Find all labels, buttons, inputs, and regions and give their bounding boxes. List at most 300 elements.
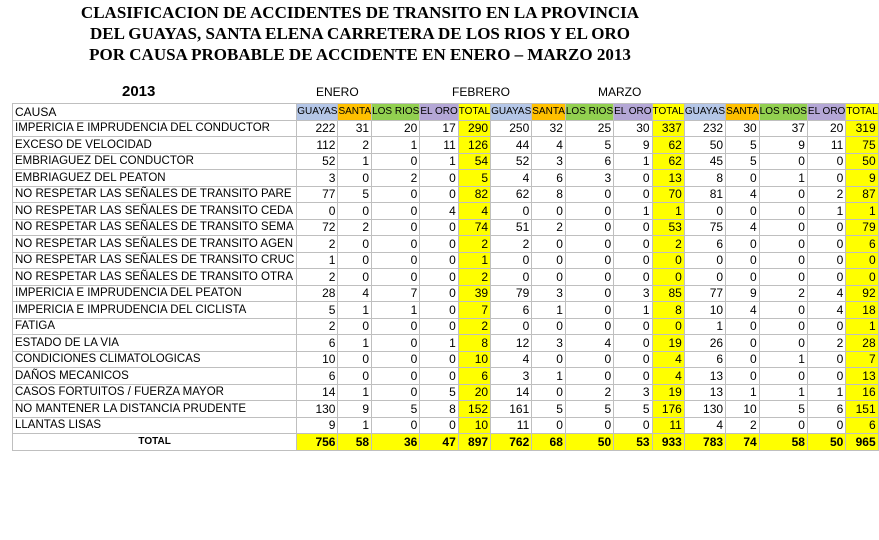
month-total-cell: 7 (458, 302, 490, 319)
value-cell: 8 (532, 186, 566, 203)
value-cell: 5 (614, 401, 652, 418)
value-cell: 5 (372, 401, 420, 418)
cause-cell: NO RESPETAR LAS SEÑALES DE TRANSITO CRUC (13, 252, 297, 269)
table-row (13, 368, 879, 385)
value-cell: 2 (726, 417, 760, 434)
value-cell: 0 (420, 252, 458, 269)
value-cell: 0 (684, 203, 725, 220)
month-total-cell: 0 (846, 269, 878, 286)
value-cell: 0 (372, 335, 420, 352)
value-cell: 37 (759, 120, 807, 137)
value-cell: 0 (759, 203, 807, 220)
value-cell: 2 (807, 335, 845, 352)
value-cell: 0 (491, 318, 532, 335)
table-row (13, 170, 879, 187)
value-cell: 5 (565, 137, 613, 154)
column-header-santa: SANTA (338, 104, 372, 121)
value-cell: 0 (759, 186, 807, 203)
column-header-los-rios: LOS RIOS (759, 104, 807, 121)
total-value-cell: 756 (297, 434, 338, 451)
table-row (13, 318, 879, 335)
value-cell: 81 (684, 186, 725, 203)
value-cell: 0 (759, 252, 807, 269)
cause-cell: NO RESPETAR LAS SEÑALES DE TRANSITO CEDA (13, 203, 297, 220)
cause-cell: IMPERICIA E IMPRUDENCIA DEL PEATON (13, 285, 297, 302)
table-row (13, 203, 879, 220)
cause-cell: ESTADO DE LA VIA (13, 335, 297, 352)
value-cell: 0 (807, 219, 845, 236)
value-cell: 0 (565, 351, 613, 368)
table-row (13, 153, 879, 170)
value-cell: 79 (491, 285, 532, 302)
value-cell: 6 (684, 351, 725, 368)
month-total-cell: 2 (458, 236, 490, 253)
month-total-cell: 5 (458, 170, 490, 187)
value-cell: 0 (372, 318, 420, 335)
table-row (13, 285, 879, 302)
value-cell: 1 (684, 318, 725, 335)
value-cell: 5 (420, 384, 458, 401)
value-cell: 0 (338, 368, 372, 385)
total-row (13, 434, 879, 451)
value-cell: 8 (420, 401, 458, 418)
value-cell: 0 (759, 417, 807, 434)
title-line-3: POR CAUSA PROBABLE DE ACCIDENTE EN ENERO – MARZO 2013 (89, 45, 631, 64)
value-cell: 0 (338, 170, 372, 187)
table-row (13, 384, 879, 401)
month-total-cell: 75 (846, 137, 878, 154)
value-cell: 0 (726, 269, 760, 286)
value-cell: 2 (807, 186, 845, 203)
value-cell: 9 (614, 137, 652, 154)
month-total-cell: 176 (652, 401, 684, 418)
month-label-enero: ENERO (316, 85, 359, 99)
value-cell: 4 (807, 302, 845, 319)
cause-cell: NO RESPETAR LAS SEÑALES DE TRANSITO PARE (13, 186, 297, 203)
cause-cell: NO RESPETAR LAS SEÑALES DE TRANSITO SEMA (13, 219, 297, 236)
total-value-cell: 783 (684, 434, 725, 451)
value-cell: 0 (565, 186, 613, 203)
value-cell: 11 (420, 137, 458, 154)
total-value-cell: 47 (420, 434, 458, 451)
table-row (13, 186, 879, 203)
month-total-cell: 1 (846, 203, 878, 220)
value-cell: 0 (684, 252, 725, 269)
month-total-cell: 6 (458, 368, 490, 385)
month-total-cell: 13 (846, 368, 878, 385)
value-cell: 6 (297, 335, 338, 352)
table-row (13, 236, 879, 253)
column-header-el-oro: EL ORO (420, 104, 458, 121)
value-cell: 52 (491, 153, 532, 170)
value-cell: 14 (297, 384, 338, 401)
month-total-cell: 10 (458, 417, 490, 434)
value-cell: 6 (297, 368, 338, 385)
cause-cell: DAÑOS MECANICOS (13, 368, 297, 385)
value-cell: 0 (338, 203, 372, 220)
value-cell: 75 (684, 219, 725, 236)
value-cell: 0 (726, 170, 760, 187)
value-cell: 4 (726, 219, 760, 236)
value-cell: 0 (491, 269, 532, 286)
year-label: 2013 (122, 83, 156, 100)
month-total-cell: 319 (846, 120, 878, 137)
table-row (13, 401, 879, 418)
value-cell: 0 (565, 302, 613, 319)
value-cell: 2 (338, 137, 372, 154)
value-cell: 4 (338, 285, 372, 302)
value-cell: 1 (338, 417, 372, 434)
month-total-cell: 28 (846, 335, 878, 352)
value-cell: 0 (759, 318, 807, 335)
value-cell: 0 (614, 219, 652, 236)
value-cell: 5 (726, 153, 760, 170)
value-cell: 1 (372, 302, 420, 319)
value-cell: 2 (532, 219, 566, 236)
cause-cell: CASOS FORTUITOS / FUERZA MAYOR (13, 384, 297, 401)
month-total-cell: 13 (652, 170, 684, 187)
cause-cell: LLANTAS LISAS (13, 417, 297, 434)
value-cell: 0 (726, 368, 760, 385)
value-cell: 3 (491, 368, 532, 385)
value-cell: 0 (420, 186, 458, 203)
total-value-cell: 50 (807, 434, 845, 451)
total-value-cell: 74 (726, 434, 760, 451)
value-cell: 1 (614, 302, 652, 319)
value-cell: 1 (614, 153, 652, 170)
month-total-cell: 0 (846, 252, 878, 269)
value-cell: 0 (759, 219, 807, 236)
value-cell: 1 (759, 351, 807, 368)
value-cell: 7 (372, 285, 420, 302)
month-total-cell: 16 (846, 384, 878, 401)
value-cell: 0 (807, 170, 845, 187)
cause-cell: NO MANTENER LA DISTANCIA PRUDENTE (13, 401, 297, 418)
month-total-cell: 6 (846, 417, 878, 434)
column-header-total: TOTAL (458, 104, 490, 121)
value-cell: 0 (614, 351, 652, 368)
value-cell: 0 (565, 252, 613, 269)
month-total-cell: 74 (458, 219, 490, 236)
column-header-guayas: GUAYAS (684, 104, 725, 121)
value-cell: 20 (807, 120, 845, 137)
value-cell: 0 (614, 236, 652, 253)
value-cell: 0 (372, 384, 420, 401)
value-cell: 0 (565, 285, 613, 302)
value-cell: 0 (807, 269, 845, 286)
value-cell: 0 (532, 236, 566, 253)
value-cell: 0 (759, 368, 807, 385)
month-total-cell: 7 (846, 351, 878, 368)
value-cell: 4 (726, 186, 760, 203)
value-cell: 2 (297, 269, 338, 286)
value-cell: 0 (807, 368, 845, 385)
value-cell: 50 (684, 137, 725, 154)
value-cell: 9 (726, 285, 760, 302)
value-cell: 1 (759, 170, 807, 187)
total-label: TOTAL (13, 434, 297, 451)
value-cell: 32 (532, 120, 566, 137)
value-cell: 8 (684, 170, 725, 187)
value-cell: 0 (614, 269, 652, 286)
value-cell: 0 (420, 285, 458, 302)
value-cell: 1 (338, 153, 372, 170)
value-cell: 5 (565, 401, 613, 418)
value-cell: 0 (532, 351, 566, 368)
value-cell: 0 (532, 318, 566, 335)
value-cell: 51 (491, 219, 532, 236)
month-total-cell: 290 (458, 120, 490, 137)
value-cell: 3 (532, 153, 566, 170)
value-cell: 4 (684, 417, 725, 434)
value-cell: 1 (338, 335, 372, 352)
value-cell: 44 (491, 137, 532, 154)
month-total-cell: 82 (458, 186, 490, 203)
value-cell: 9 (297, 417, 338, 434)
value-cell: 4 (532, 137, 566, 154)
value-cell: 0 (565, 236, 613, 253)
value-cell: 0 (420, 170, 458, 187)
month-total-cell: 6 (846, 236, 878, 253)
value-cell: 6 (491, 302, 532, 319)
value-cell: 0 (297, 203, 338, 220)
value-cell: 0 (338, 318, 372, 335)
value-cell: 0 (532, 252, 566, 269)
value-cell: 0 (372, 417, 420, 434)
month-total-cell: 2 (458, 269, 490, 286)
month-total-cell: 79 (846, 219, 878, 236)
value-cell: 0 (532, 203, 566, 220)
value-cell: 0 (338, 351, 372, 368)
month-total-cell: 337 (652, 120, 684, 137)
value-cell: 2 (297, 318, 338, 335)
value-cell: 77 (297, 186, 338, 203)
month-total-cell: 126 (458, 137, 490, 154)
column-header-los-rios: LOS RIOS (372, 104, 420, 121)
value-cell: 30 (614, 120, 652, 137)
value-cell: 0 (491, 252, 532, 269)
value-cell: 0 (614, 170, 652, 187)
value-cell: 250 (491, 120, 532, 137)
value-cell: 9 (338, 401, 372, 418)
value-cell: 112 (297, 137, 338, 154)
value-cell: 1 (759, 384, 807, 401)
value-cell: 3 (614, 285, 652, 302)
value-cell: 13 (684, 384, 725, 401)
value-cell: 10 (684, 302, 725, 319)
value-cell: 2 (297, 236, 338, 253)
table-row (13, 252, 879, 269)
value-cell: 130 (297, 401, 338, 418)
value-cell: 0 (420, 417, 458, 434)
value-cell: 2 (338, 219, 372, 236)
month-total-cell: 1 (458, 252, 490, 269)
column-header-total: TOTAL (652, 104, 684, 121)
cause-cell: CONDICIONES CLIMATOLOGICAS (13, 351, 297, 368)
month-total-cell: 11 (652, 417, 684, 434)
value-cell: 0 (420, 318, 458, 335)
month-label-marzo: MARZO (598, 85, 642, 99)
month-total-cell: 87 (846, 186, 878, 203)
value-cell: 4 (807, 285, 845, 302)
month-total-cell: 10 (458, 351, 490, 368)
value-cell: 0 (726, 236, 760, 253)
value-cell: 0 (420, 302, 458, 319)
column-header-el-oro: EL ORO (807, 104, 845, 121)
value-cell: 0 (614, 335, 652, 352)
value-cell: 5 (726, 137, 760, 154)
total-value-cell: 897 (458, 434, 490, 451)
value-cell: 2 (372, 170, 420, 187)
value-cell: 1 (372, 137, 420, 154)
column-header-guayas: GUAYAS (491, 104, 532, 121)
value-cell: 11 (491, 417, 532, 434)
value-cell: 0 (807, 351, 845, 368)
value-cell: 1 (532, 302, 566, 319)
value-cell: 0 (338, 269, 372, 286)
value-cell: 0 (807, 417, 845, 434)
month-total-cell: 151 (846, 401, 878, 418)
month-total-cell: 8 (652, 302, 684, 319)
cause-cell: FATIGA (13, 318, 297, 335)
value-cell: 3 (297, 170, 338, 187)
value-cell: 17 (420, 120, 458, 137)
value-cell: 26 (684, 335, 725, 352)
header-row (13, 104, 879, 121)
value-cell: 0 (491, 203, 532, 220)
page-title (0, 2, 720, 65)
month-total-cell: 4 (652, 351, 684, 368)
month-total-cell: 8 (458, 335, 490, 352)
month-total-cell: 85 (652, 285, 684, 302)
value-cell: 5 (759, 401, 807, 418)
month-total-cell: 20 (458, 384, 490, 401)
value-cell: 1 (807, 203, 845, 220)
value-cell: 6 (684, 236, 725, 253)
month-total-cell: 19 (652, 335, 684, 352)
value-cell: 1 (420, 335, 458, 352)
month-total-cell: 53 (652, 219, 684, 236)
value-cell: 13 (684, 368, 725, 385)
value-cell: 0 (372, 252, 420, 269)
table-row (13, 351, 879, 368)
total-value-cell: 50 (565, 434, 613, 451)
total-value-cell: 762 (491, 434, 532, 451)
value-cell: 25 (565, 120, 613, 137)
value-cell: 0 (532, 269, 566, 286)
title-line-1: CLASIFICACION DE ACCIDENTES DE TRANSITO EN LA PROVINCIA (80, 3, 640, 22)
value-cell: 0 (759, 335, 807, 352)
value-cell: 0 (614, 368, 652, 385)
value-cell: 0 (565, 417, 613, 434)
value-cell: 0 (420, 269, 458, 286)
column-header-guayas: GUAYAS (297, 104, 338, 121)
value-cell: 130 (684, 401, 725, 418)
month-total-cell: 4 (652, 368, 684, 385)
column-header-total: TOTAL (846, 104, 878, 121)
month-total-cell: 4 (458, 203, 490, 220)
value-cell: 0 (807, 318, 845, 335)
value-cell: 0 (372, 219, 420, 236)
value-cell: 0 (614, 417, 652, 434)
value-cell: 0 (726, 351, 760, 368)
value-cell: 0 (372, 351, 420, 368)
table-row (13, 219, 879, 236)
value-cell: 0 (372, 236, 420, 253)
month-total-cell: 18 (846, 302, 878, 319)
month-total-cell: 0 (652, 252, 684, 269)
total-value-cell: 68 (532, 434, 566, 451)
value-cell: 4 (565, 335, 613, 352)
value-cell: 52 (297, 153, 338, 170)
value-cell: 232 (684, 120, 725, 137)
table-row (13, 302, 879, 319)
value-cell: 0 (614, 252, 652, 269)
month-total-cell: 0 (652, 318, 684, 335)
value-cell: 1 (297, 252, 338, 269)
value-cell: 1 (420, 153, 458, 170)
value-cell: 2 (759, 285, 807, 302)
value-cell: 62 (491, 186, 532, 203)
value-cell: 1 (807, 384, 845, 401)
value-cell: 0 (420, 368, 458, 385)
value-cell: 0 (565, 368, 613, 385)
value-cell: 6 (565, 153, 613, 170)
value-cell: 10 (726, 401, 760, 418)
value-cell: 4 (491, 351, 532, 368)
value-cell: 0 (807, 236, 845, 253)
value-cell: 0 (420, 351, 458, 368)
value-cell: 0 (565, 203, 613, 220)
value-cell: 5 (297, 302, 338, 319)
value-cell: 0 (420, 219, 458, 236)
value-cell: 0 (726, 252, 760, 269)
value-cell: 0 (532, 417, 566, 434)
value-cell: 1 (338, 384, 372, 401)
month-total-cell: 152 (458, 401, 490, 418)
total-value-cell: 36 (372, 434, 420, 451)
column-header-el-oro: EL ORO (614, 104, 652, 121)
value-cell: 0 (338, 236, 372, 253)
value-cell: 0 (565, 269, 613, 286)
value-cell: 0 (565, 318, 613, 335)
value-cell: 5 (532, 401, 566, 418)
month-total-cell: 54 (458, 153, 490, 170)
value-cell: 0 (372, 368, 420, 385)
value-cell: 77 (684, 285, 725, 302)
value-cell: 0 (726, 318, 760, 335)
month-total-cell: 2 (652, 236, 684, 253)
value-cell: 0 (726, 203, 760, 220)
value-cell: 6 (532, 170, 566, 187)
cause-cell: NO RESPETAR LAS SEÑALES DE TRANSITO AGEN (13, 236, 297, 253)
value-cell: 0 (759, 236, 807, 253)
month-total-cell: 1 (652, 203, 684, 220)
table-row (13, 269, 879, 286)
value-cell: 0 (420, 236, 458, 253)
value-cell: 222 (297, 120, 338, 137)
value-cell: 1 (338, 302, 372, 319)
value-cell: 0 (807, 252, 845, 269)
column-header-santa: SANTA (532, 104, 566, 121)
value-cell: 14 (491, 384, 532, 401)
value-cell: 10 (297, 351, 338, 368)
table-row (13, 137, 879, 154)
month-total-cell: 9 (846, 170, 878, 187)
cause-cell: EMBRIAGUEZ DEL CONDUCTOR (13, 153, 297, 170)
cause-cell: EMBRIAGUEZ DEL PEATON (13, 170, 297, 187)
value-cell: 4 (420, 203, 458, 220)
